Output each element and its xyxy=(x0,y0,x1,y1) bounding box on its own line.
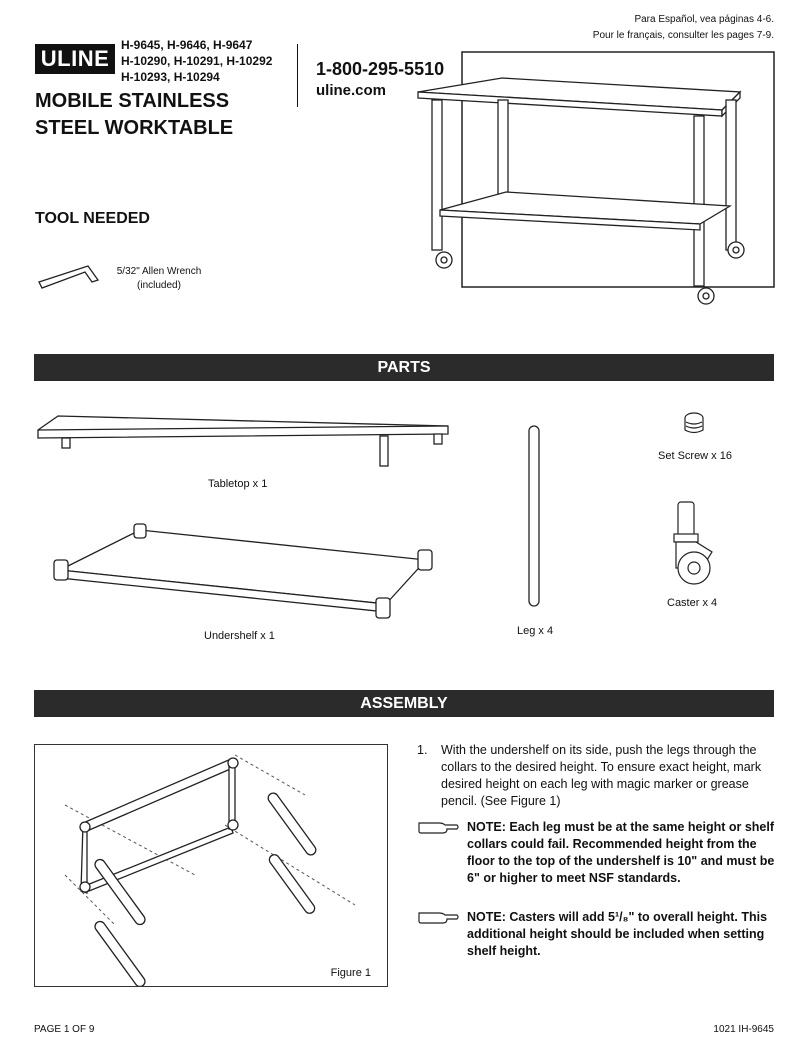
spanish-note: Para Español, vea páginas 4-6. xyxy=(634,14,774,25)
undershelf-illustration xyxy=(50,520,440,624)
step-1-number: 1. xyxy=(417,743,428,757)
page-number: PAGE 1 OF 9 xyxy=(34,1024,95,1035)
pointing-hand-icon xyxy=(417,909,459,925)
model-line: H-10293, H-10294 xyxy=(121,70,220,84)
language-note xyxy=(593,12,774,44)
french-note: Pour le français, consulter les pages 7-9. xyxy=(592,30,774,41)
set-screw-icon xyxy=(678,410,712,438)
note-2-text: NOTE: Casters will add 5¹/₈" to overall height. This additional height should be included when setting shelf height. xyxy=(467,910,768,958)
uline-logo: ULINE xyxy=(35,44,115,74)
wrench-label xyxy=(104,265,214,293)
parts-header: PARTS xyxy=(34,354,774,381)
caster-label: Caster x 4 xyxy=(667,597,718,609)
note-1 xyxy=(417,819,779,909)
leg-illustration xyxy=(522,422,546,610)
figure-1-illustration xyxy=(35,745,387,986)
step-1-text: With the undershelf on its side, push the legs through the collars to the desired height. To ensure exact height, mark desired height on each leg with magic marker or grease pencil. (See Figure 1) xyxy=(441,743,762,808)
figure-1-label: Figure 1 xyxy=(330,967,371,979)
leg-label: Leg x 4 xyxy=(517,625,554,637)
wrench-line: (included) xyxy=(137,280,181,291)
assembly-header: ASSEMBLY xyxy=(34,690,774,717)
title-line: STEEL WORKTABLE xyxy=(35,117,234,139)
phone-number: 1-800-295-5510 xyxy=(316,59,445,79)
figure-1-box xyxy=(34,744,388,987)
page-title xyxy=(35,88,233,142)
website-link[interactable]: uline.com xyxy=(316,82,387,99)
wrench-line: 5/32" Allen Wrench xyxy=(116,266,202,277)
tabletop-illustration xyxy=(34,410,454,470)
pointing-hand-icon xyxy=(417,819,459,835)
doc-code: 1021 IH-9645 xyxy=(713,1024,774,1035)
tabletop-label: Tabletop x 1 xyxy=(208,478,268,490)
model-numbers xyxy=(121,37,272,85)
caster-icon xyxy=(658,496,722,588)
header-divider xyxy=(297,44,298,107)
model-line: H-9645, H-9646, H-9647 xyxy=(121,38,253,52)
tool-heading: TOOL NEEDED xyxy=(35,210,150,227)
model-line: H-10290, H-10291, H-10292 xyxy=(121,54,273,68)
worktable-illustration xyxy=(410,44,780,306)
title-line: MOBILE STAINLESS xyxy=(35,90,230,112)
allen-wrench-icon xyxy=(36,260,102,290)
note-1-text: NOTE: Each leg must be at the same height or shelf collars could fail. Recommended height from the floor to the top of the undershelf is 10" and must be 6" or higher to meet NSF standards. xyxy=(467,820,775,885)
set-screw-label: Set Screw x 16 xyxy=(658,450,732,462)
note-2 xyxy=(417,909,779,963)
undershelf-label: Undershelf x 1 xyxy=(204,630,275,642)
